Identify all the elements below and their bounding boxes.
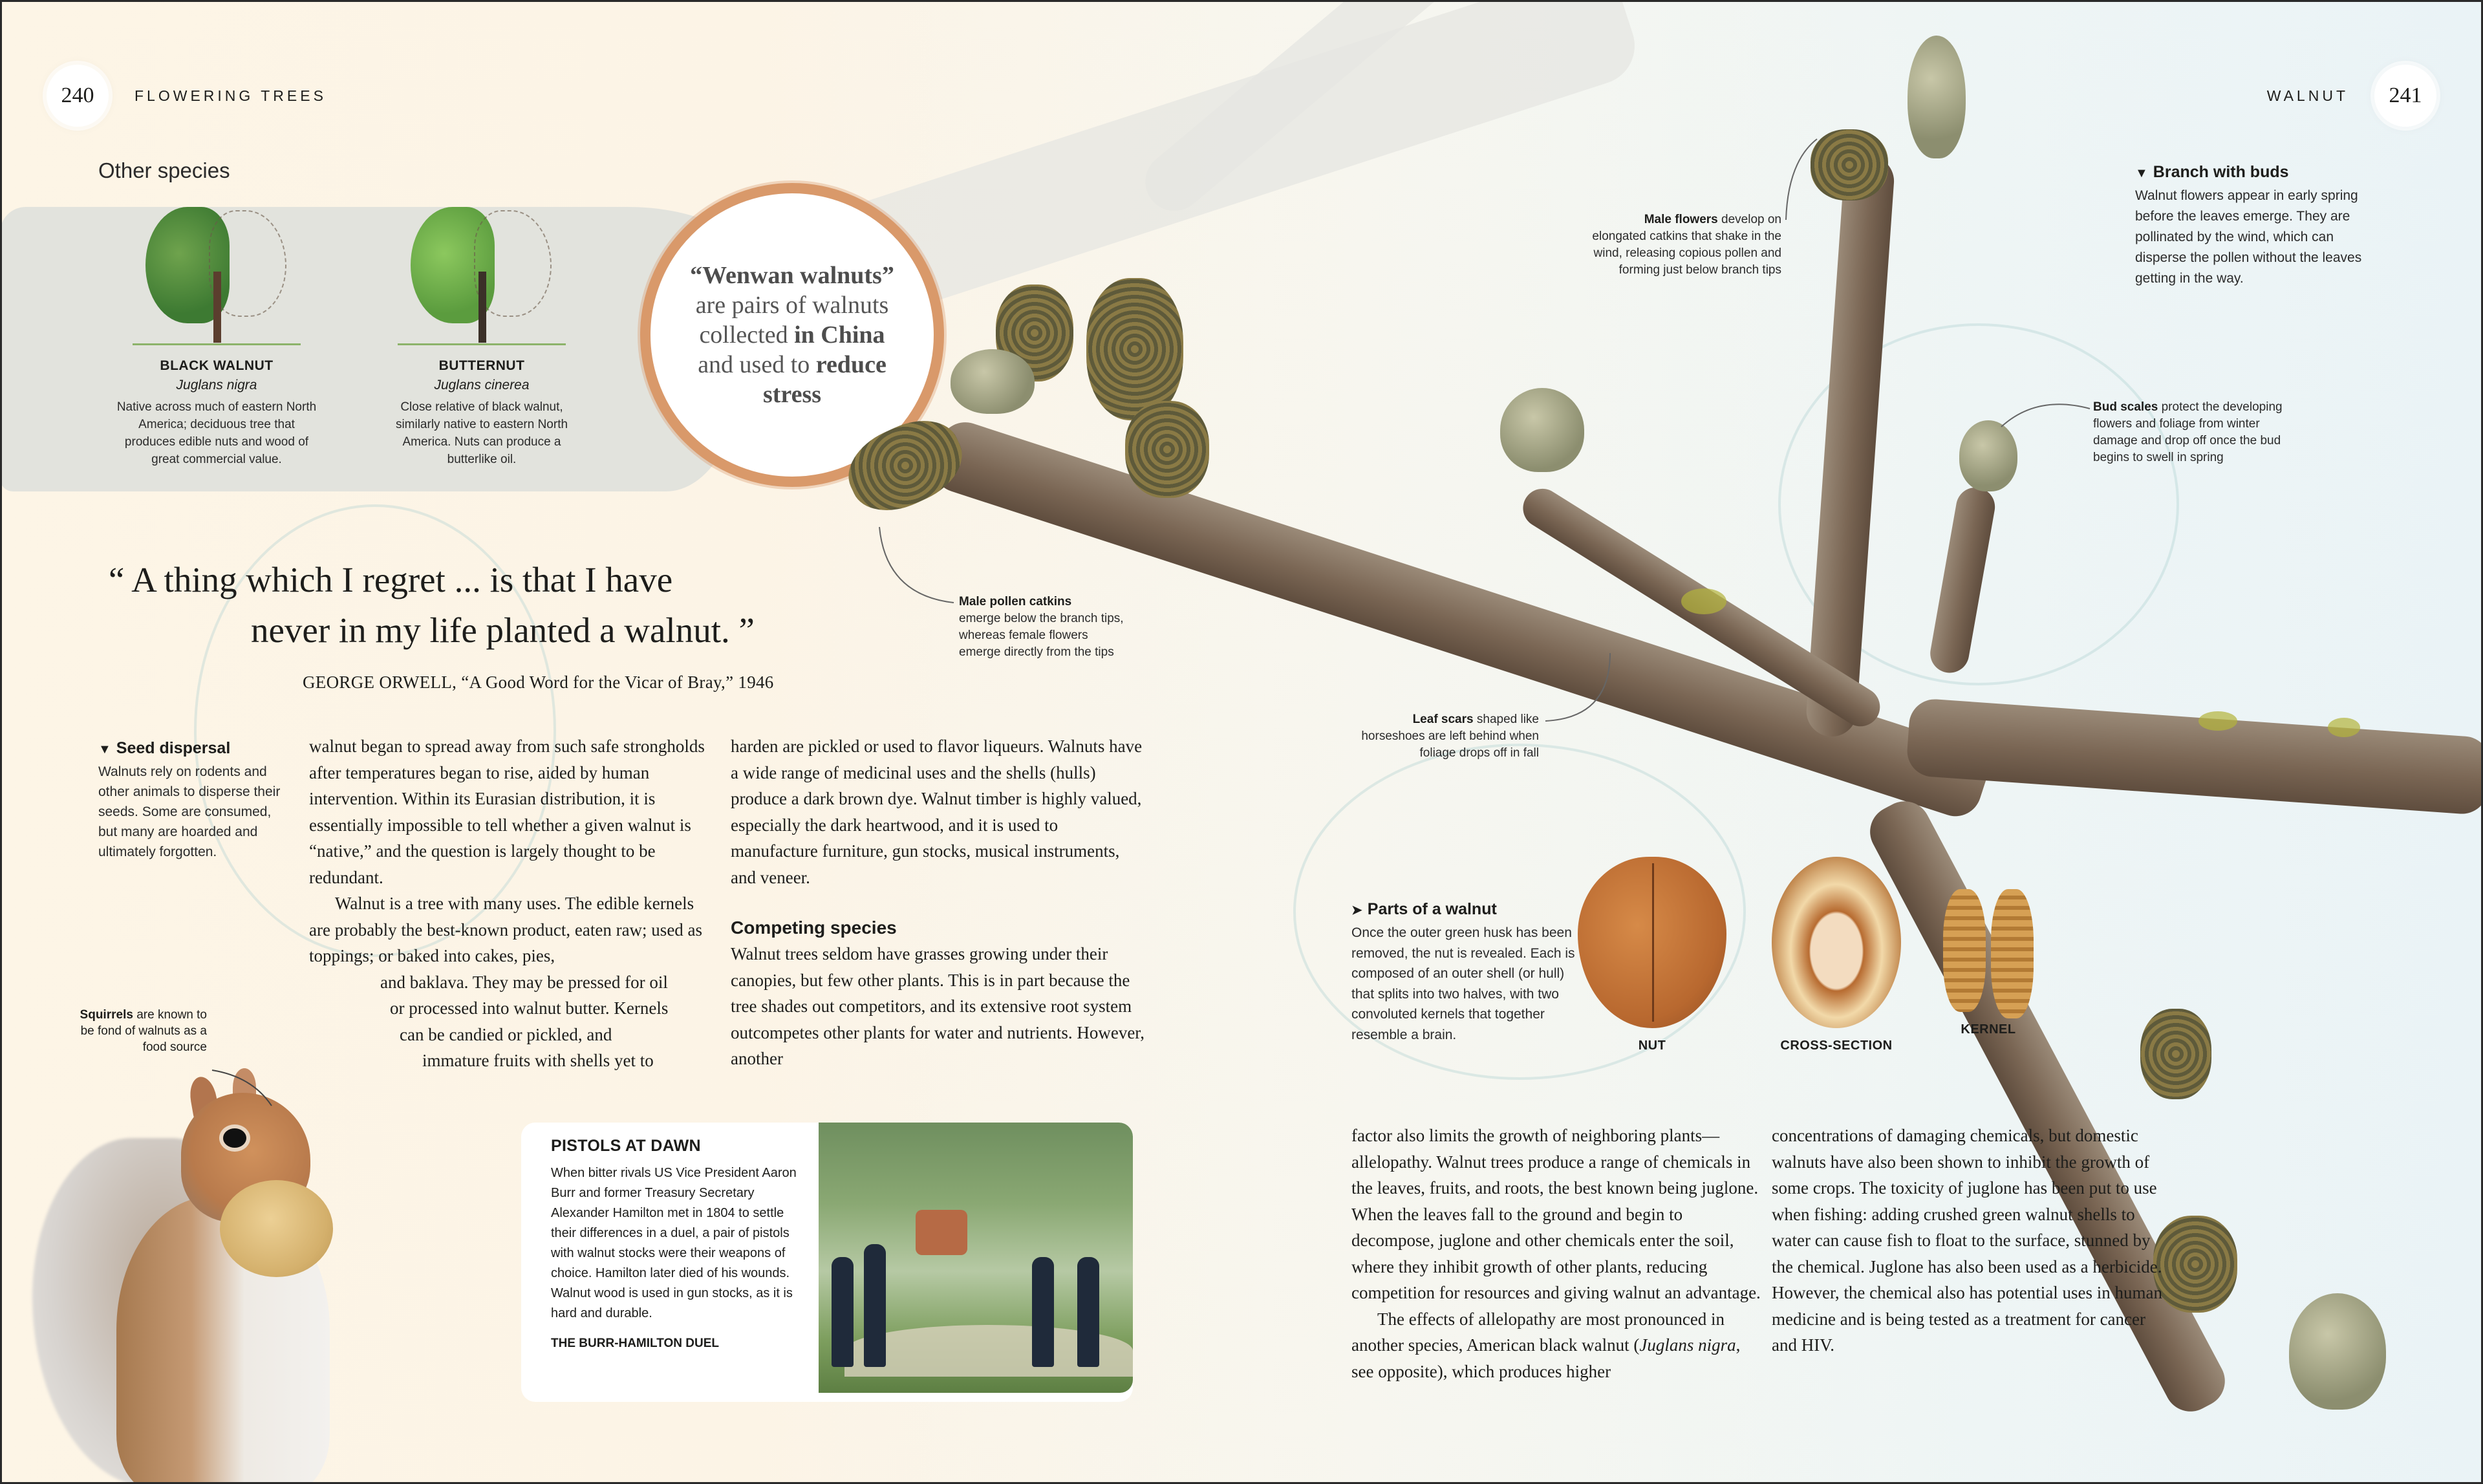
right-arrow-icon: ➤: [1351, 903, 1362, 918]
seed-dispersal-note: [98, 739, 286, 862]
page-number: 240: [47, 65, 109, 127]
side-heading: Branch with buds: [2153, 163, 2289, 181]
down-arrow-icon: ▼: [2135, 166, 2148, 180]
paragraph: concentrations of damaging chemicals, but domestic walnuts have also been shown to inhibit the growth of some crops. The toxicity of juglone has been put to use when fishing: adding crushed green walnut shells to water can cause fish to float to the surface, stunned by the chemical. Juglone has also been used as a herbicide. However, the chemical also has potential uses in human medicine and is being tested as a treatment for cancer and HIV.: [1772, 1126, 2162, 1355]
species-card-black-walnut: [116, 200, 317, 468]
pull-quote: [109, 555, 865, 693]
pistols-at-dawn-box: [521, 1123, 1133, 1402]
paragraph-line: can be candied or pickled, and: [400, 1024, 612, 1044]
squirrel-annotation: Squirrels are known to be fond of walnuts as a food source: [80, 1008, 207, 1054]
right-page-header: [2267, 65, 2436, 127]
side-body: Walnut flowers appear in early spring before the leaves emerge. They are pollinated by the wind, which can disperse the pollen without the leaves getting in the way.: [2135, 188, 2362, 286]
parts-of-walnut-note: [1351, 900, 1578, 1045]
annotation-male-pollen-catkins: Male pollen catkins emerge below the branch tips, whereas female flowers emerge directly from the tips: [959, 595, 1124, 659]
species-latin-name: Juglans nigra: [176, 378, 257, 393]
paragraph: walnut began to spread away from such safe strongholds after temperatures began to rise, aided by human intervention. Within its Eurasian distribution, it is essentially impossible to tell whether a given walnut is “native,” and the question is largely thought to be redundant.: [309, 737, 705, 887]
body-column-3: [1351, 1123, 1765, 1384]
species-card-butternut: [382, 200, 582, 468]
side-heading: Parts of a walnut: [1367, 900, 1497, 918]
species-latin-name: Juglans cinerea: [434, 378, 530, 393]
paragraph-line: and baklava. They may be pressed for oil: [380, 972, 668, 992]
paragraph: factor also limits the growth of neighboring plants—allelopathy. Walnut trees produce a range of chemicals in the leaves, fruits, and roots, the best known being juglone. When the leaves fall to the ground and begin to decompose, juglone and other chemicals enter the soil, where they inhibit growth of other plants, reducing competition for resources and giving walnut an advantage.: [1351, 1126, 1761, 1302]
side-body: Walnuts rely on rodents and other animals to disperse their seeds. Some are consumed, but many are hoarded and ultimately forgotten.: [98, 764, 281, 859]
burr-hamilton-duel-painting: [819, 1123, 1133, 1393]
paragraph: The effects of allelopathy are most pronounced in another species, American black walnut (Juglans nigra, see opposite), which produces higher: [1351, 1309, 1741, 1381]
black-walnut-tree-illustration: [133, 200, 301, 349]
page-number: 241: [2374, 65, 2436, 127]
walnut-part-kernel: [1933, 857, 2043, 1037]
kernel-photo: [1940, 889, 2037, 1012]
species-description: Close relative of black walnut, similarly native to eastern North America. Nuts can produce a butterlike oil.: [395, 400, 568, 466]
walnut-in-mouth: [220, 1180, 333, 1277]
image-caption: THE BURR-HAMILTON DUEL: [551, 1337, 719, 1350]
squirrel-photo: [19, 1041, 511, 1484]
part-label: KERNEL: [1961, 1022, 2016, 1037]
body-column-4: [1772, 1123, 2173, 1359]
whole-nut-photo: [1578, 857, 1726, 1028]
quote-attribution: GEORGE ORWELL, “A Good Word for the Vicar of Bray,” 1946: [303, 672, 774, 692]
body-column-2: [731, 733, 1145, 1072]
part-label: NUT: [1638, 1038, 1666, 1053]
annotation-leaf-scars: Leaf scars shaped like horseshoes are left behind when foliage drops off in fall: [1361, 713, 1539, 760]
left-page-header: [47, 65, 327, 127]
side-heading: Seed dispersal: [116, 739, 231, 757]
paragraph-line: or processed into walnut butter. Kernels: [390, 998, 669, 1018]
running-head: FLOWERING TREES: [134, 87, 327, 104]
paragraph: harden are pickled or used to flavor liqueurs. Walnuts have a wide range of medicinal uses and the shells (hulls) produce a dark brown dye. Walnut timber is highly valued, especially the dark heartwood, and it is used to manufacture furniture, gun stocks, musical instruments, and veneer.: [731, 737, 1143, 887]
species-background-band: [0, 207, 744, 491]
annotation-male-flowers: Male flowers develop on elongated catkins that shake in the wind, releasing copious pollen and forming just below branch tips: [1592, 213, 1781, 277]
other-species-title: Other species: [98, 158, 230, 182]
species-name: BUTTERNUT: [438, 358, 525, 373]
species-description: Native across much of eastern North America; deciduous tree that produces edible nuts and wood of great commercial value.: [116, 400, 317, 466]
species-name: BLACK WALNUT: [160, 358, 274, 373]
subheading-competing-species: Competing species: [731, 918, 897, 938]
callout-text: “Wenwan walnuts” are pairs of walnuts collected in China and used to reduce stress: [690, 262, 894, 408]
cross-section-photo: [1772, 857, 1901, 1028]
box-body: When bitter rivals US Vice President Aaron Burr and former Treasury Secretary Alexander Hamilton met in 1804 to settle their differences in a duel, a pair of pistols with walnut stocks were their weapons of choice. Hamilton later died of his wounds. Walnut wood is used in gun stocks, as it is hard and durable.: [551, 1166, 797, 1320]
walnut-part-nut: [1578, 857, 1726, 1053]
quote-line-1: “ A thing which I regret ... is that I have: [109, 560, 673, 599]
part-label: CROSS-SECTION: [1780, 1038, 1893, 1053]
branch-with-buds-note: [2135, 163, 2381, 289]
body-column-1: [309, 733, 710, 1074]
paragraph: Walnut is a tree with many uses. The edible kernels are probably the best-known product, eaten raw; used as toppings; or baked into cakes, pies,: [309, 894, 703, 965]
paragraph: Walnut trees seldom have grasses growing under their canopies, but few other plants. This is in part because the tree shades out competitors, and its extensive root system outcompetes other plants for water and nutrients. However, another: [731, 944, 1145, 1068]
down-arrow-icon: ▼: [98, 742, 111, 757]
butternut-tree-illustration: [398, 200, 566, 349]
box-heading: PISTOLS AT DAWN: [551, 1137, 701, 1155]
quote-line-2: never in my life planted a walnut. ”: [251, 610, 755, 650]
annotation-bud-scales: Bud scales protect the developing flowers and foliage from winter damage and drop off once the bud begins to swell in spring: [2093, 400, 2283, 464]
side-body: Once the outer green husk has been removed, the nut is revealed. Each is composed of an outer shell (or hull) that splits into two halves, with two convoluted kernels that together resemble a brain.: [1351, 925, 1575, 1042]
paragraph-line: immature fruits with shells yet to: [422, 1051, 654, 1070]
walnut-part-cross-section: [1765, 857, 1908, 1053]
running-head: WALNUT: [2266, 87, 2349, 104]
